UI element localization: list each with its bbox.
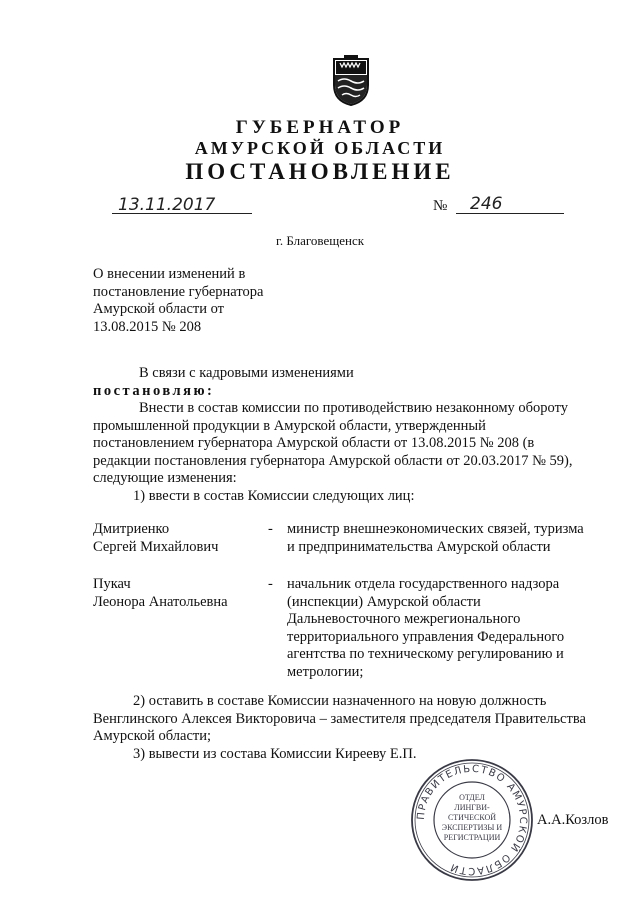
- member-given-names: Леонора Анатольевна: [93, 593, 228, 610]
- header-doc-type: ПОСТАНОВЛЕНИЕ: [185, 159, 455, 184]
- paragraph-line: промышленной продукции в Амурской области, утвержденный: [93, 417, 486, 434]
- number-label: №: [433, 198, 448, 214]
- position-line: агентства по техническому регулированию и: [287, 646, 564, 662]
- position-line: Дальневосточного межрегионального: [287, 611, 521, 627]
- stamp-inner-text: ЭКСПЕРТИЗЫ И: [441, 823, 503, 832]
- subject-block: [93, 266, 263, 336]
- paragraph-line: следующие изменения:: [93, 470, 237, 486]
- member-position: [287, 576, 617, 681]
- position-line: начальник отдела государственного надзора: [287, 576, 560, 592]
- paragraph-line-spread: [93, 418, 608, 436]
- position-line: (инспекции) Амурской области: [287, 593, 481, 610]
- subject-line: Амурской области от: [93, 301, 225, 317]
- stamp-inner-text: ОТДЕЛ: [459, 793, 485, 802]
- city: г. Благовещенск: [275, 233, 365, 248]
- decree-word: постановляю:: [93, 382, 215, 399]
- paragraph-line: постановлением губернатора Амурской области от 13.08.2015 № 208 (в: [93, 435, 535, 451]
- stamp-ring-text: ПРАВИТЕЛЬСТВО АМУРСКОЙ ОБЛАСТИ: [415, 763, 529, 877]
- subject-line: 13.08.2015 № 208: [93, 318, 202, 335]
- position-line: метрологии;: [287, 663, 364, 680]
- position-line: и предпринимательства Амурской области: [287, 538, 551, 555]
- member-name: [93, 521, 218, 556]
- item-2-line: Амурской области;: [93, 728, 212, 744]
- intro-line: В связи с кадровыми изменениями: [139, 365, 354, 381]
- decree-body: [93, 365, 608, 505]
- coat-of-arms-icon: [330, 55, 372, 107]
- member-surname: Дмитриенко: [93, 521, 170, 537]
- registration-stamp: [408, 756, 536, 884]
- stamp-inner-text: РЕГИСТРАЦИИ: [443, 833, 501, 842]
- header-governor: ГУБЕРНАТОР: [235, 117, 405, 138]
- member-given-names: Сергей Михайлович: [93, 538, 219, 555]
- stamp-inner-text: ЛИНГВИ-: [454, 803, 490, 812]
- position-line: территориального управления Федерального: [287, 628, 565, 645]
- item-2-line: 2) оставить в составе Комиссии назначенного на новую должность: [133, 693, 547, 709]
- position-line: министр внешнеэкономических связей, туризма: [287, 521, 584, 537]
- stamp-inner-text: СТИЧЕСКОЙ: [447, 813, 497, 822]
- items-block: [93, 693, 608, 763]
- item-2-line: Венглинского Алексея Викторовича – заместителя председателя Правительства: [93, 710, 586, 727]
- signatory-name: А.А.Козлов: [537, 812, 609, 828]
- member-dash: -: [268, 576, 273, 592]
- subject-line: постановление губернатора: [93, 283, 264, 300]
- decree-date: 13.11.2017: [118, 195, 216, 215]
- decree-number: 246: [470, 194, 503, 214]
- member-name: [93, 576, 228, 611]
- member-dash: -: [268, 521, 273, 537]
- paragraph-line: редакции постановления губернатора Амурской области от 20.03.2017 № 59),: [93, 452, 573, 469]
- item-3: 3) вывести из состава Комиссии Кирееву Е.П.: [133, 745, 417, 762]
- subject-line: О внесении изменений в: [93, 266, 246, 282]
- header-region: АМУРСКОЙ ОБЛАСТИ: [194, 138, 446, 158]
- paragraph-line: Внести в состав комиссии по противодействию незаконному обороту: [139, 400, 569, 416]
- member-surname: Пукач: [93, 576, 131, 592]
- member-position: [287, 521, 617, 556]
- item-1: 1) ввести в состав Комиссии следующих лиц:: [133, 487, 415, 504]
